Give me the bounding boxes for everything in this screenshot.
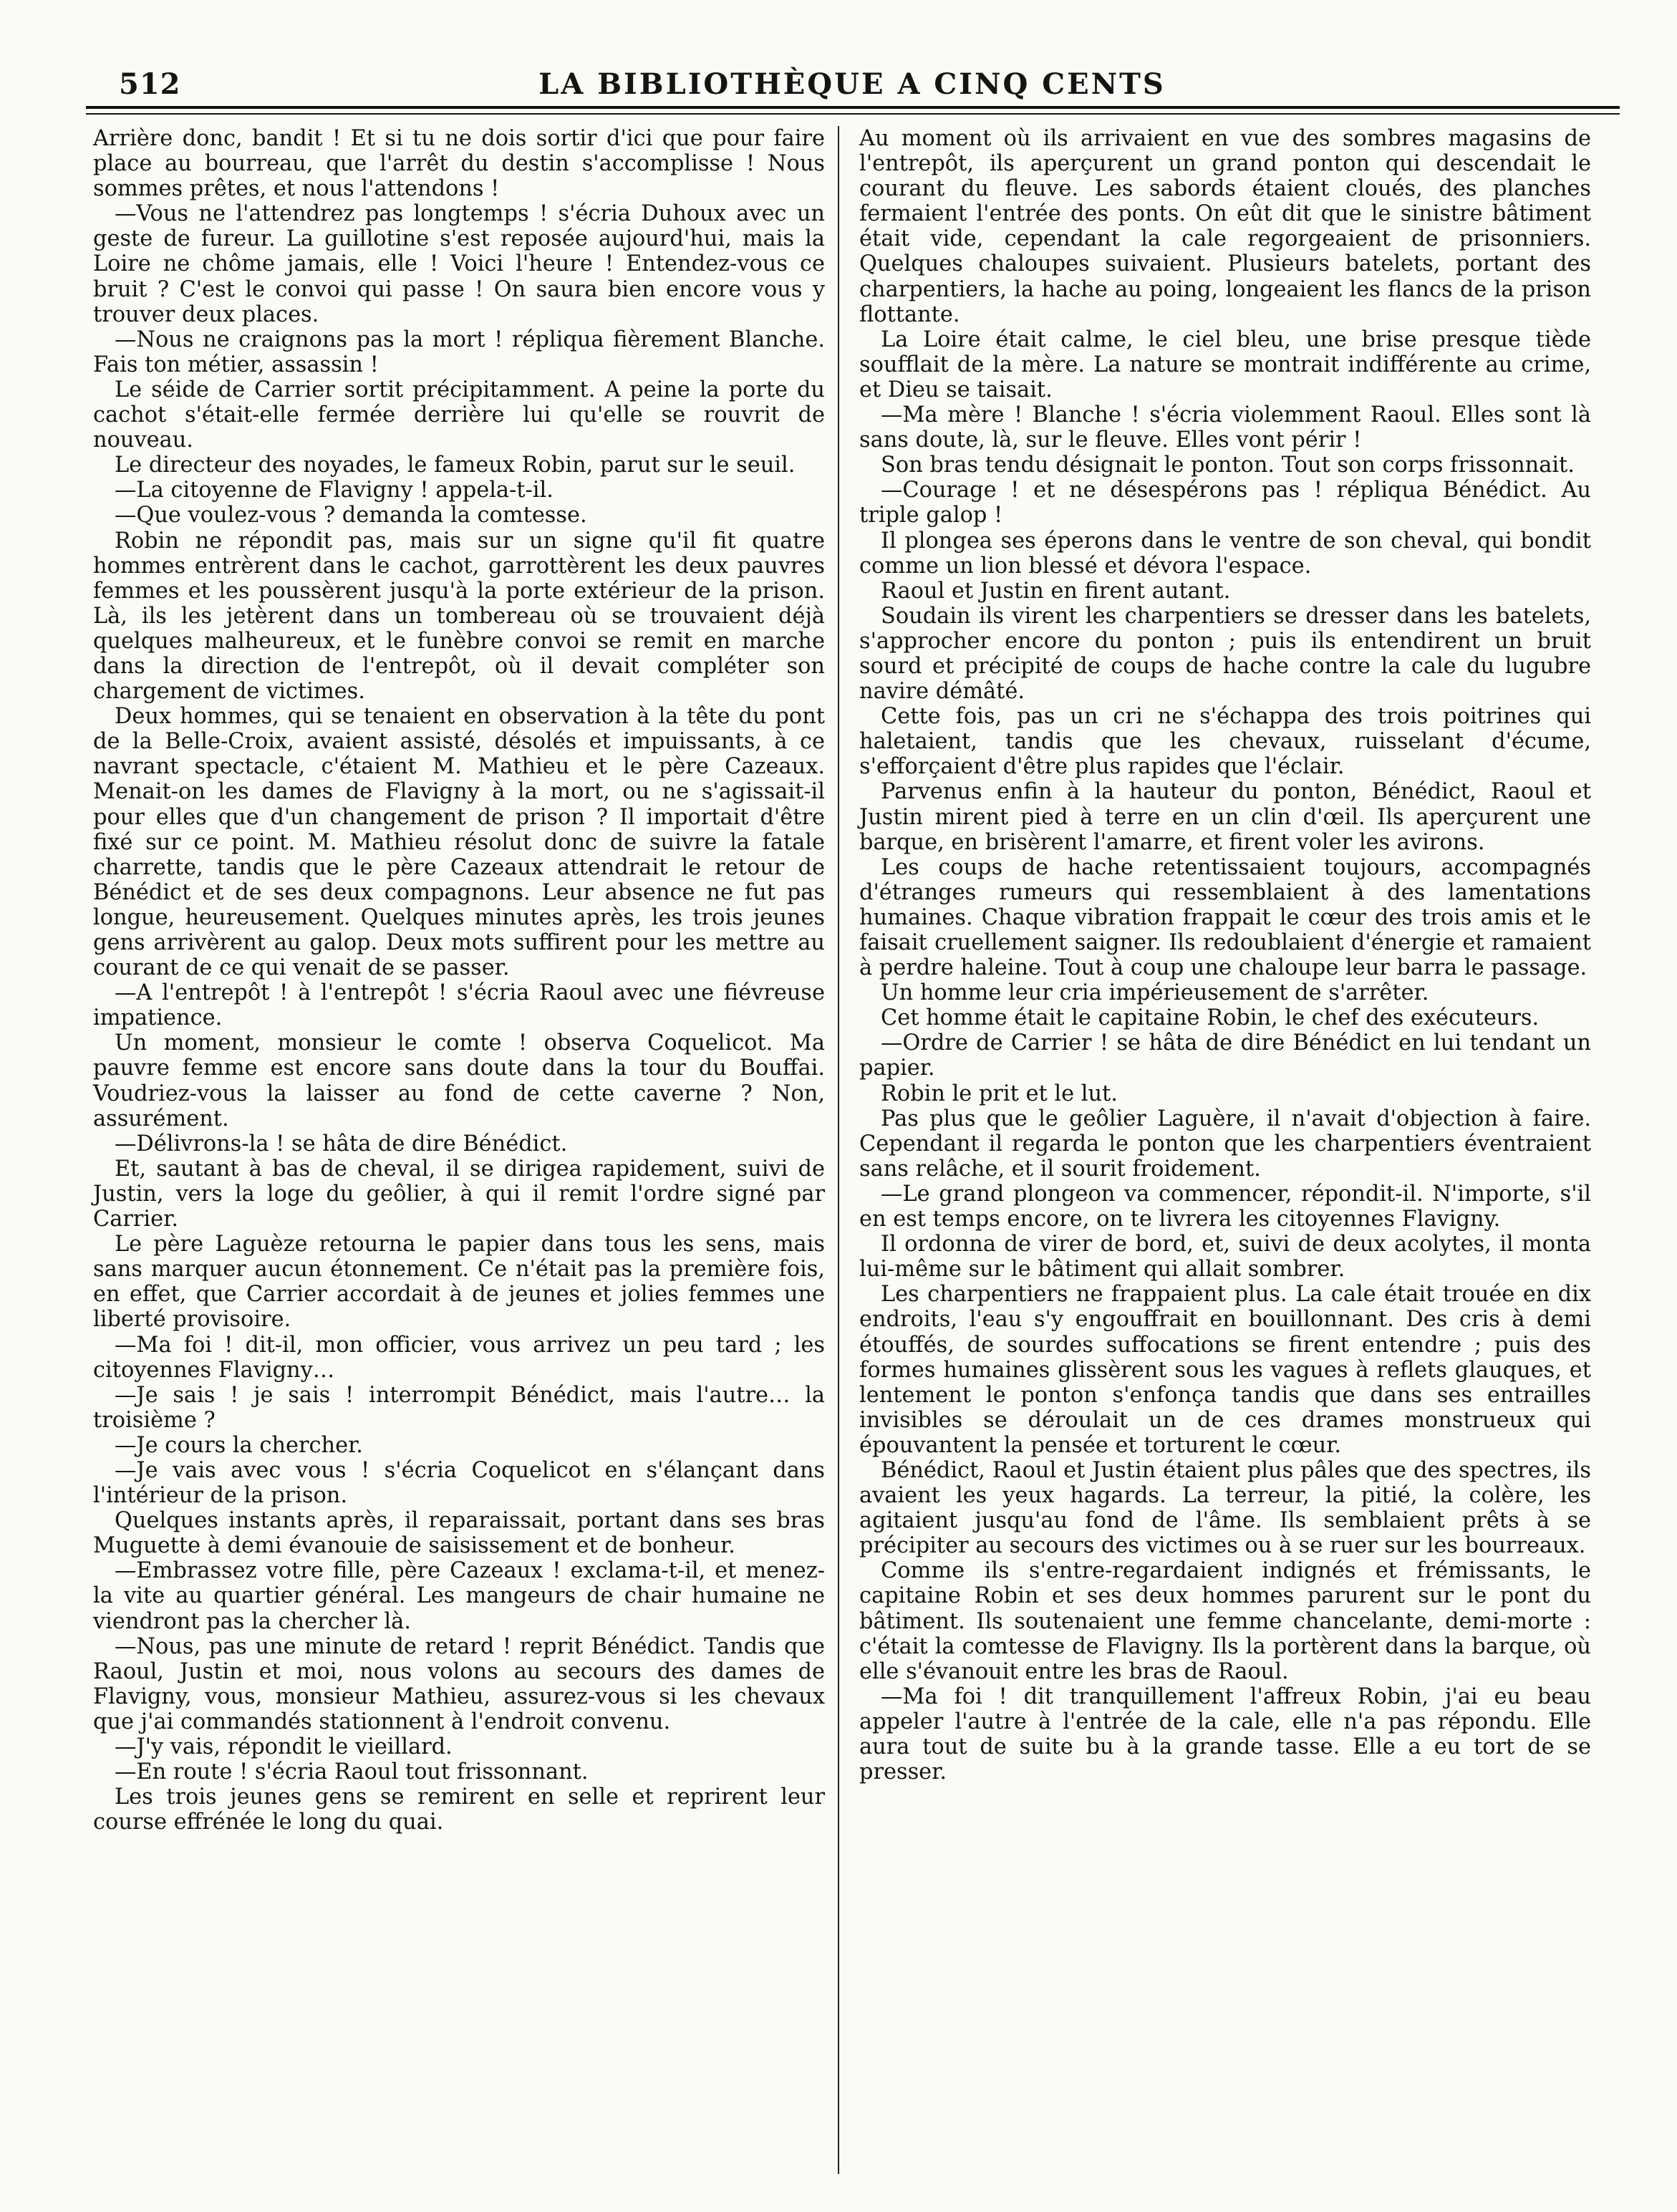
paragraph: —Ma foi ! dit tranquillement l'affreux Robin, j'ai eu beau appeler l'autre à l'entrée de la cale, elle n'a pas répondu. Elle aura tout de suite bu à la grande tasse. Elle a eu tort de se presser. <box>859 1684 1591 1785</box>
paragraph: Robin ne répondit pas, mais sur un signe qu'il fit quatre hommes entrèrent dans le cachot, garrottèrent les deux pauvres femmes et les poussèrent jusqu'à la porte extérieur de la prison. Là, ils les jetèrent dans un tombereau où se trouvaient déjà quelques malheureux, et le funèbre convoi se remit en marche dans la direction de l'entrepôt, où il devait compléter son chargement de victimes. <box>93 528 825 705</box>
paragraph: Raoul et Justin en firent autant. <box>881 578 1231 604</box>
paragraph: —En route ! s'écria Raoul tout frissonnant. <box>115 1759 589 1785</box>
paragraph: —Je cours la chercher. <box>115 1432 363 1458</box>
paragraph: Bénédict, Raoul et Justin étaient plus pâles que des spectres, ils avaient les yeux hagards. La terreur, la pitié, la colère, les agitaient jusqu'au fond de l'âme. Ils semblaient prêts à se précipiter au secours des victimes ou à se ruer sur les bourreaux. <box>859 1457 1591 1559</box>
paragraph: Il plongea ses éperons dans le ventre de son cheval, qui bondit comme un lion blessé et dévora l'espace. <box>859 528 1591 579</box>
header-rule-thick <box>86 106 1620 109</box>
paragraph: —Nous, pas une minute de retard ! reprit Bénédict. Tandis que Raoul, Justin et moi, nous volons au secours des dames de Flavigny, vous, monsieur Mathieu, assurez-vous si les chevaux que j'ai commandés stationnent à l'endroit convenu. <box>93 1633 825 1734</box>
paragraph: Les coups de hache retentissaient toujours, accompagnés d'étranges rumeurs qui ressemblaient à des lamentations humaines. Chaque vibration frappait le cœur des trois amis et le faisait cruellement saigner. Ils redoublaient d'énergie et ramaient à perdre haleine. Tout à coup une chaloupe leur barra le passage. <box>859 854 1591 981</box>
paragraph: Soudain ils virent les charpentiers se dresser dans les batelets, s'approcher encore du ponton ; puis ils entendirent un bruit sourd et précipité de coups de hache contre la cale du lugubre navire démâté. <box>859 603 1591 705</box>
paragraph: Un homme leur cria impérieusement de s'arrêter. <box>881 980 1429 1006</box>
paragraph: —Ma mère ! Blanche ! s'écria violemment Raoul. Elles sont là sans doute, là, sur le fleuve. Elles vont périr ! <box>859 402 1591 453</box>
paragraph: Les charpentiers ne frappaient plus. La cale était trouée en dix endroits, l'eau s'y engouffrait en bouillonnant. Des cris à demi étouffés, de sourdes suffocations se firent entendre ; puis des formes humaines glissèrent sous les vagues à reflets glauques, et lentement le ponton s'enfonça tandis que dans ses entrailles invisibles se déroulait un de ces drames monstrueux qui épouvantent la pensée et torturent le cœur. <box>859 1282 1591 1458</box>
paragraph: Son bras tendu désignait le ponton. Tout son corps frissonnait. <box>881 453 1575 478</box>
paragraph: Robin le prit et le lut. <box>881 1081 1118 1106</box>
paragraph: —J'y vais, répondit le vieillard. <box>115 1734 453 1759</box>
paragraph: Cet homme était le capitaine Robin, le chef des exécuteurs. <box>881 1005 1540 1031</box>
paragraph: —Ma foi ! dit-il, mon officier, vous arrivez un peu tard ; les citoyennes Flavigny… <box>93 1332 825 1383</box>
paragraph: Parvenus enfin à la hauteur du ponton, Bénédict, Raoul et Justin mirent pied à terre en un clin d'œil. Ils aperçurent une barque, en brisèrent l'amarre, et firent voler les avirons. <box>859 779 1591 855</box>
page-number: 512 <box>119 67 181 101</box>
paragraph: Au moment où ils arrivaient en vue des sombres magasins de l'entrepôt, ils aperçurent un grand ponton qui descendait le courant du fleuve. Les sabords étaient cloués, des planches fermaient l'entrée des ponts. On eût dit que le sinistre bâtiment était vide, cependant la cale regorgeaient de prisonniers. Quelques chaloupes suivaient. Plusieurs batelets, portant des charpentiers, la hache au poing, longeaient les flancs de la prison flottante. <box>859 126 1591 327</box>
paragraph: La Loire était calme, le ciel bleu, une brise presque tiède soufflait de la mère. La nature se montrait indifférente au crime, et Dieu se taisait. <box>859 327 1591 402</box>
paragraph: —Ordre de Carrier ! se hâta de dire Bénédict en lui tendant un papier. <box>859 1030 1591 1081</box>
paragraph: Un moment, monsieur le comte ! observa Coquelicot. Ma pauvre femme est encore sans doute dans la tour du Bouffai. Voudriez-vous la laisser au fond de cette caverne ? Non, assurément. <box>93 1030 825 1131</box>
paragraph: Cette fois, pas un cri ne s'échappa des trois poitrines qui haletaient, tandis que les chevaux, ruisselant d'écume, s'efforçaient d'être plus rapides que l'éclair. <box>859 704 1591 780</box>
paragraph: Comme ils s'entre-regardaient indignés et frémissants, le capitaine Robin et ses deux hommes parurent sur le pont du bâtiment. Ils soutenaient une femme chancelante, demi-morte : c'était la comtesse de Flavigny. Ils la portèrent dans la barque, où elle s'évanouit entre les bras de Raoul. <box>859 1558 1591 1684</box>
paragraph: —Nous ne craignons pas la mort ! répliqua fièrement Blanche. Fais ton métier, assassin ! <box>93 327 825 377</box>
paragraph: Le directeur des noyades, le fameux Robin, parut sur le seuil. <box>115 453 796 478</box>
paragraph: Le père Laguèze retourna le papier dans tous les sens, mais sans marquer aucun étonnement. Ce n'était pas la première fois, en effet, que Carrier accordait à de jeunes et jolies femmes une liberté provisoire. <box>93 1232 825 1333</box>
column-divider <box>838 126 839 2174</box>
paragraph: —Délivrons-la ! se hâta de dire Bénédict. <box>115 1131 568 1156</box>
paragraph: Deux hommes, qui se tenaient en observation à la tête du pont de la Belle-Croix, avaient assisté, désolés et impuissants, à ce navrant spectacle, c'étaient M. Mathieu et le père Cazeaux. Menait-on les dames de Flavigny à la mort, ou ne s'agissait-il pour elles que d'un changement de prison ? Il importait d'être fixé sur ce point. M. Mathieu résolut donc de suivre la fatale charrette, tandis que le père Cazeaux attendrait le retour de Bénédict et de ses deux compagnons. Leur absence ne fut pas longue, heureusement. Quelques minutes après, les trois jeunes gens arrivèrent au galop. Deux mots suffirent pour les mettre au courant de ce qui venait de se passer. <box>93 704 825 981</box>
paragraph: —A l'entrepôt ! à l'entrepôt ! s'écria Raoul avec une fiévreuse impatience. <box>93 980 825 1031</box>
paragraph: —Que voulez-vous ? demanda la comtesse. <box>115 503 587 528</box>
paragraph: —Embrassez votre fille, père Cazeaux ! exclama-t-il, et menez-la vite au quartier général. Les mangeurs de chair humaine ne viendront pas la chercher là. <box>93 1558 825 1634</box>
paragraph: —Je vais avec vous ! s'écria Coquelicot en s'élançant dans l'intérieur de la prison. <box>93 1457 825 1509</box>
paragraph: —Le grand plongeon va commencer, répondit-il. N'importe, s'il en est temps encore, on te livrera les citoyennes Flavigny. <box>859 1181 1591 1232</box>
paragraph: Les trois jeunes gens se remirent en selle et reprirent leur course effrénée le long du quai. <box>93 1784 825 1835</box>
page-header <box>86 63 1618 105</box>
paragraph: Il ordonna de virer de bord, et, suivi de deux acolytes, il monta lui-même sur le bâtiment qui allait sombrer. <box>859 1232 1591 1283</box>
right-column <box>859 126 1591 1784</box>
paragraph: —Je sais ! je sais ! interrompit Bénédict, mais l'autre… la troisième ? <box>93 1382 825 1433</box>
left-column <box>93 126 825 1835</box>
paragraph: Quelques instants après, il reparaissait, portant dans ses bras Muguette à demi évanouie de saisissement et de bonheur. <box>93 1508 825 1559</box>
paragraph: Arrière donc, bandit ! Et si tu ne dois sortir d'ici que pour faire place au bourreau, que l'arrêt du destin s'accomplisse ! Nous sommes prêtes, et nous l'attendons ! <box>93 126 825 202</box>
paragraph: Et, sautant à bas de cheval, il se dirigea rapidement, suivi de Justin, vers la loge du geôlier, à qui il remit l'ordre signé par Carrier. <box>93 1156 825 1232</box>
header-rule-thin <box>86 113 1620 115</box>
paragraph: Pas plus que le geôlier Laguère, il n'avait d'objection à faire. Cependant il regarda le ponton que les charpentiers éventraient sans relâche, et il sourit froidement. <box>859 1106 1591 1182</box>
paragraph: —La citoyenne de Flavigny ! appela-t-il. <box>115 478 554 503</box>
running-title: LA BIBLIOTHÈQUE A CINQ CENTS <box>538 67 1166 101</box>
paragraph: —Courage ! et ne désespérons pas ! répliqua Bénédict. Au triple galop ! <box>859 478 1591 528</box>
paragraph: —Vous ne l'attendrez pas longtemps ! s'écria Duhoux avec un geste de fureur. La guillotine s'est reposée aujourd'hui, mais la Loire ne chôme jamais, elle ! Voici l'heure ! Entendez-vous ce bruit ? C'est le convoi qui passe ! On saura bien encore vous y trouver deux places. <box>93 201 825 327</box>
paragraph: Le séide de Carrier sortit précipitamment. A peine la porte du cachot s'était-elle fermée derrière lui qu'elle se rouvrit de nouveau. <box>93 377 825 453</box>
